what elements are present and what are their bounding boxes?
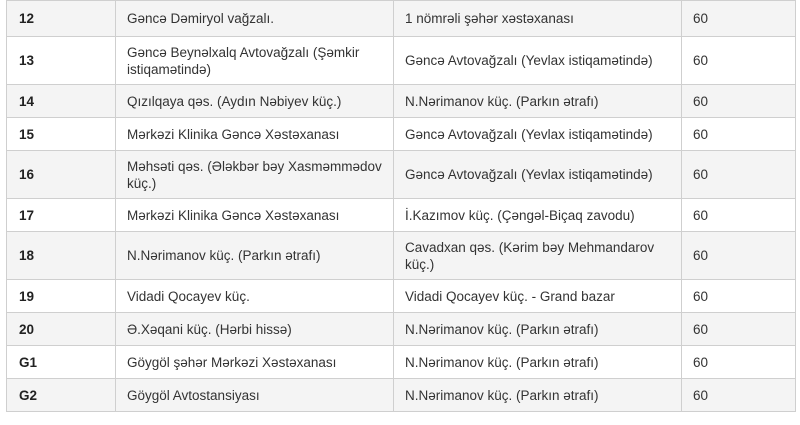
route-price: 60 — [682, 379, 796, 412]
route-price: 60 — [682, 313, 796, 346]
route-end: N.Nərimanov küç. (Parkın ətrafı) — [394, 85, 682, 118]
route-price: 60 — [682, 37, 796, 85]
route-number: 14 — [7, 85, 116, 118]
route-number: 12 — [7, 1, 116, 37]
table-row — [7, 313, 796, 346]
route-number: 18 — [7, 232, 116, 280]
route-end: N.Nərimanov küç. (Parkın ətrafı) — [394, 379, 682, 412]
table-row — [7, 232, 796, 280]
route-start: Gəncə Dəmiryol vağzalı. — [116, 1, 394, 37]
route-price: 60 — [682, 85, 796, 118]
route-number: 17 — [7, 199, 116, 232]
table-row — [7, 1, 796, 37]
route-price: 60 — [682, 232, 796, 280]
route-number: G2 — [7, 379, 116, 412]
table-row — [7, 379, 796, 412]
table-row — [7, 346, 796, 379]
route-end: İ.Kazımov küç. (Çəngəl-Biçaq zavodu) — [394, 199, 682, 232]
route-end: Gəncə Avtovağzalı (Yevlax istiqamətində) — [394, 151, 682, 199]
route-end: Cavadxan qəs. (Kərim bəy Mehmandarov küç.) — [394, 232, 682, 280]
route-end: Gəncə Avtovağzalı (Yevlax istiqamətində) — [394, 118, 682, 151]
table-row — [7, 151, 796, 199]
routes-table — [6, 0, 796, 412]
route-price: 60 — [682, 346, 796, 379]
route-price: 60 — [682, 151, 796, 199]
route-number: 13 — [7, 37, 116, 85]
route-number: 19 — [7, 280, 116, 313]
route-number: G1 — [7, 346, 116, 379]
route-start: Qızılqaya qəs. (Aydın Nəbiyev küç.) — [116, 85, 394, 118]
table-row — [7, 85, 796, 118]
route-price: 60 — [682, 118, 796, 151]
route-number: 20 — [7, 313, 116, 346]
route-number: 15 — [7, 118, 116, 151]
route-start: Gəncə Beynəlxalq Avtovağzalı (Şəmkir istiqamətində) — [116, 37, 394, 85]
route-end: Vidadi Qocayev küç. - Grand bazar — [394, 280, 682, 313]
route-price: 60 — [682, 199, 796, 232]
route-price: 60 — [682, 1, 796, 37]
route-start: Göygöl şəhər Mərkəzi Xəstəxanası — [116, 346, 394, 379]
table-row — [7, 118, 796, 151]
table-row — [7, 199, 796, 232]
table-row — [7, 37, 796, 85]
route-start: Ə.Xəqani küç. (Hərbi hissə) — [116, 313, 394, 346]
route-start: Göygöl Avtostansiyası — [116, 379, 394, 412]
route-start: Məhsəti qəs. (Ələkbər bəy Xasməmmədov küç.) — [116, 151, 394, 199]
table-row — [7, 280, 796, 313]
route-end: N.Nərimanov küç. (Parkın ətrafı) — [394, 313, 682, 346]
route-number: 16 — [7, 151, 116, 199]
route-price: 60 — [682, 280, 796, 313]
route-start: Mərkəzi Klinika Gəncə Xəstəxanası — [116, 199, 394, 232]
route-start: Mərkəzi Klinika Gəncə Xəstəxanası — [116, 118, 394, 151]
route-end: 1 nömrəli şəhər xəstəxanası — [394, 1, 682, 37]
routes-table-container — [6, 0, 795, 412]
route-end: Gəncə Avtovağzalı (Yevlax istiqamətində) — [394, 37, 682, 85]
route-start: N.Nərimanov küç. (Parkın ətrafı) — [116, 232, 394, 280]
route-end: N.Nərimanov küç. (Parkın ətrafı) — [394, 346, 682, 379]
route-start: Vidadi Qocayev küç. — [116, 280, 394, 313]
